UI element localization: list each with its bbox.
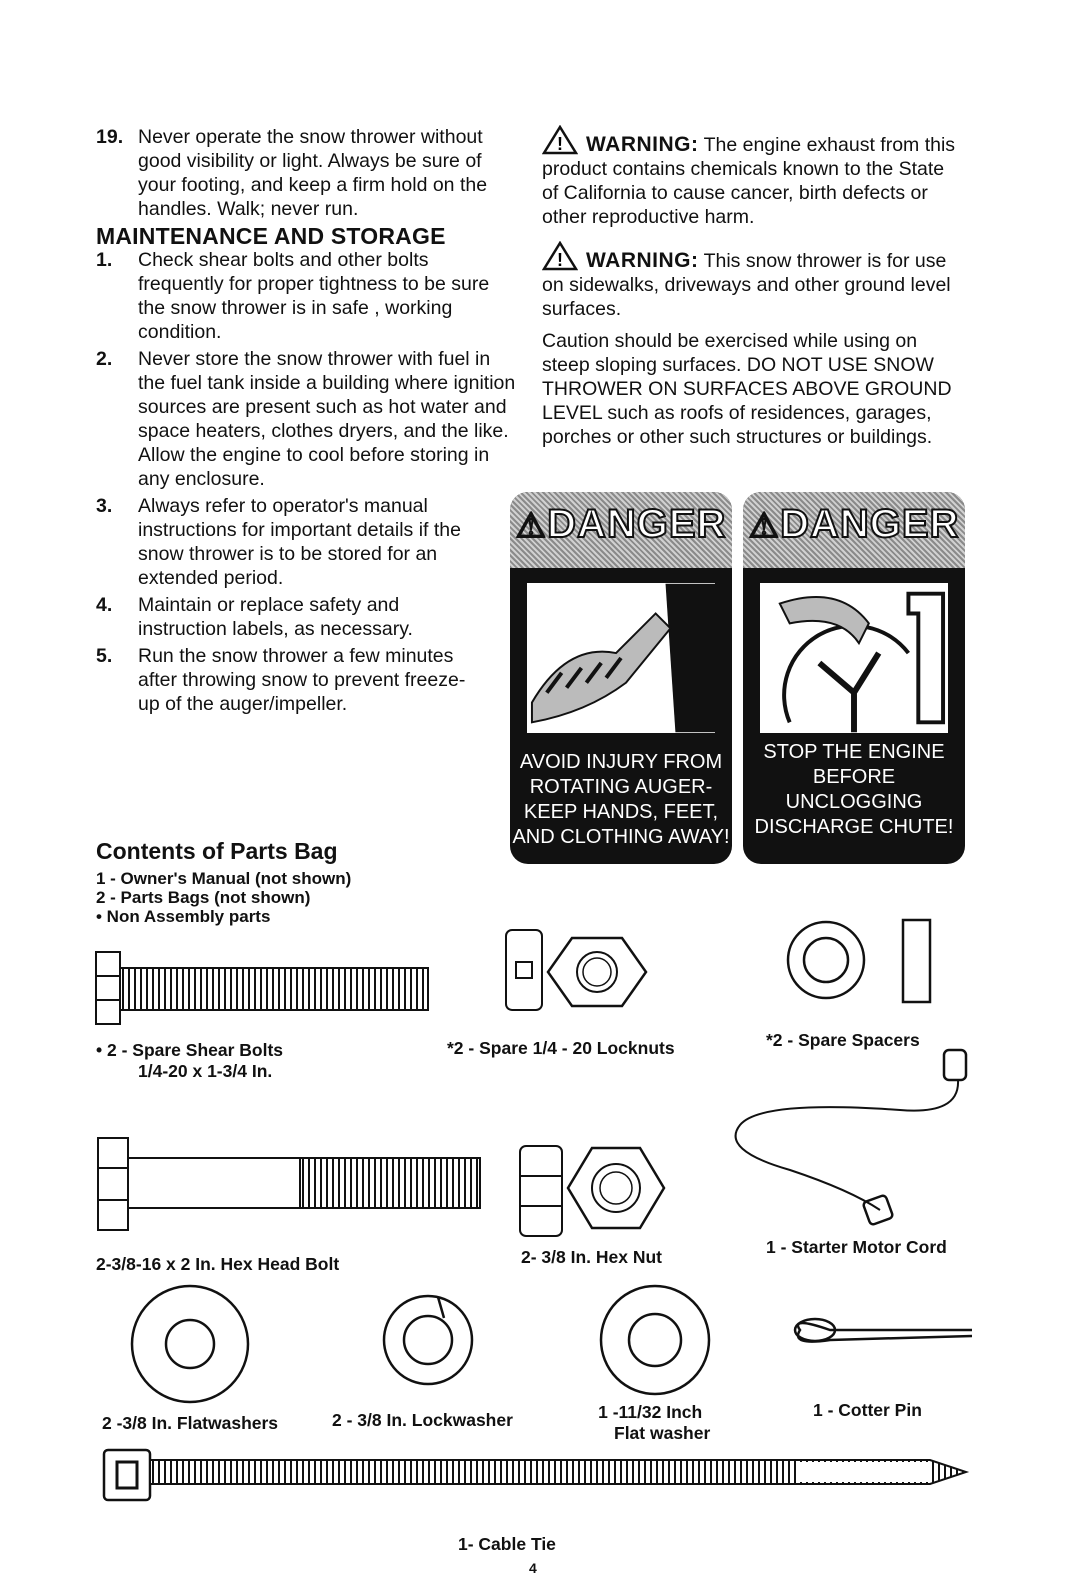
warning-text: The engine exhaust from this product contains chemicals known to the State of California to cause cancer, birth defects or other reproductive harm. (542, 134, 956, 228)
danger-banner-text: ⚠DANGER (748, 502, 960, 546)
list-item: 2 - Parts Bags (not shown) (96, 888, 311, 907)
svg-text:!: ! (557, 250, 563, 270)
label-lockwasher: 2 - 3/8 In. Lockwasher (332, 1410, 513, 1430)
warning-title: WARNING: (586, 249, 699, 272)
label-flat-washer: 1 -11/32 Inch Flat washer (598, 1402, 711, 1443)
item-text: Never operate the snow thrower without good visibility or light. Always be sure of your footing, and keep a firm hold on the handles. Walk; never run. (138, 126, 488, 220)
item-text: Always refer to operator's manual instructions for important details if the snow thrower is to be stored for an extended period. (138, 495, 461, 589)
label-hex-nut: 2- 3/8 In. Hex Nut (521, 1247, 663, 1267)
label-locknuts: *2 - Spare 1/4 - 20 Locknuts (447, 1038, 675, 1058)
danger-banner-text: ⚠DANGER (515, 502, 727, 546)
item-number: 5. (96, 645, 113, 667)
hex-nut-icon (520, 1146, 664, 1236)
svg-text:!: ! (557, 134, 563, 154)
lockwasher-icon (384, 1296, 472, 1384)
item-number: 19. (96, 126, 124, 148)
flatwasher-icon (132, 1286, 248, 1402)
label-cotter-pin: 1 - Cotter Pin (813, 1400, 922, 1420)
item-number: 1. (96, 249, 113, 271)
locknut-icon (506, 930, 646, 1010)
list-item: • Non Assembly parts (96, 907, 271, 926)
warning-text: This snow thrower is for use on sidewalks, driveways and other ground level surfaces. (542, 250, 951, 320)
label-starter-cord: 1 - Starter Motor Cord (766, 1237, 947, 1257)
spacer-icon (788, 920, 930, 1002)
list-item: 1 - Owner's Manual (not shown) (96, 869, 352, 888)
label-shear-bolts: • 2 - Spare Shear Bolts 1/4-20 x 1-3/4 In. (96, 1040, 284, 1081)
label-spacers: *2 - Spare Spacers (766, 1030, 920, 1050)
warning-title: WARNING: (586, 133, 699, 156)
danger-message: STOP THE ENGINE BEFORE UNCLOGGING DISCHARGE CHUTE! (754, 741, 954, 838)
label-cable-tie: 1- Cable Tie (458, 1534, 556, 1554)
parts-heading: Contents of Parts Bag (96, 838, 338, 864)
starter-cord-icon (736, 1050, 966, 1225)
danger-message: AVOID INJURY FROM ROTATING AUGER- KEEP HANDS, FEET, AND CLOTHING AWAY! (512, 751, 730, 848)
cable-tie-icon (104, 1450, 966, 1500)
caution-text: Caution should be exercised while using on steep sloping surfaces. DO NOT USE SNOW THROWER ON SURFACES ABOVE GROUND LEVEL such as roofs of residences, garages, porches or other such structures or buildings. (542, 330, 952, 448)
label-hex-bolt: 2-3/8-16 x 2 In. Hex Head Bolt (96, 1254, 340, 1274)
label-flatwashers: 2 -3/8 In. Flatwashers (102, 1413, 279, 1433)
hex-head-bolt-icon (98, 1138, 480, 1230)
item-number: 4. (96, 594, 113, 616)
item-text: Check shear bolts and other bolts frequently for proper tightness to be sure the snow thrower is in safe , working condition. (138, 249, 490, 343)
item-number: 2. (96, 348, 113, 370)
small-flat-washer-icon (601, 1286, 709, 1394)
page-number: 4 (529, 1560, 537, 1576)
item-text: Run the snow thrower a few minutes after throwing snow to prevent freeze-up of the auger/impeller. (138, 645, 466, 715)
maintenance-heading: MAINTENANCE AND STORAGE (96, 223, 446, 249)
item-text: Maintain or replace safety and instruction labels, as necessary. (138, 594, 413, 640)
cotter-pin-icon (795, 1319, 972, 1342)
item-text: Never store the snow thrower with fuel in the fuel tank inside a building where ignition sources are present such as hot water and space heaters, clothes dryers, and the like. Allow the engine to cool before storing in any enclosure. (138, 348, 516, 490)
item-number: 3. (96, 495, 113, 517)
shear-bolt-icon (96, 952, 428, 1024)
